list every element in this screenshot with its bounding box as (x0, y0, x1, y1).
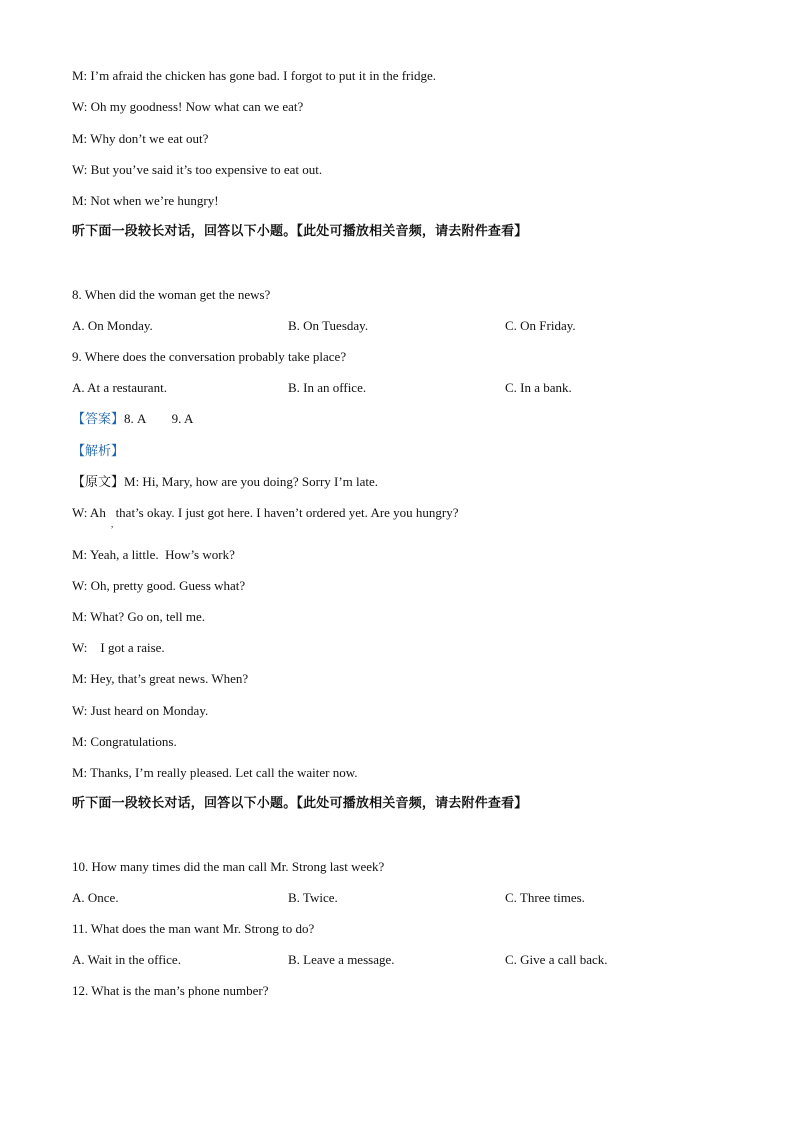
dialogue-line: M: Why don’t we eat out? (72, 131, 209, 146)
q10-option-b: B. Twice. (288, 890, 338, 905)
stray-comma: , (111, 519, 114, 529)
dialogue-line: M: I’m afraid the chicken has gone bad. I forgot to put it in the fridge. (72, 68, 437, 83)
dialogue-line: M: What? Go on, tell me. (72, 609, 205, 624)
q11-option-b: B. Leave a message. (288, 952, 395, 967)
source-label: 【原文】 (72, 475, 125, 490)
q8-option-b: B. On Tuesday. (288, 318, 369, 333)
analysis-label: 【解析】 (72, 444, 125, 459)
answer-values: 8. A 9. A (124, 411, 194, 426)
question-10: 10. How many times did the man call Mr. Strong last week? (72, 859, 385, 874)
dialogue-line: M: Yeah, a little. How’s work? (72, 547, 235, 562)
dialogue-line: W: Just heard on Monday. (72, 703, 209, 718)
dialogue-line: M: Thanks, I’m really pleased. Let call the waiter now. (72, 765, 358, 780)
dialogue-line: W: Oh, pretty good. Guess what? (72, 578, 246, 593)
source-text: M: Hi, Mary, how are you doing? Sorry I’m late. (124, 474, 379, 489)
q8-option-c: C. On Friday. (505, 318, 576, 333)
dialogue-line: M: Hey, that’s great news. When? (72, 671, 249, 686)
question-12: 12. What is the man’s phone number? (72, 983, 269, 998)
dialogue-line: W: Ah that’s okay. I just got here. I haven’t ordered yet. Are you hungry? (72, 505, 459, 520)
audio-instruction: 听下面一段较长对话，回答以下小题。【此处可播放相关音频，请去附件查看】 (72, 224, 528, 239)
dialogue-line: W: But you’ve said it’s too expensive to eat out. (72, 162, 323, 177)
q10-option-a: A. Once. (72, 890, 119, 905)
dialogue-line: W: Oh my goodness! Now what can we eat? (72, 99, 304, 114)
dialogue-line: W: I got a raise. (72, 640, 165, 655)
q9-option-a: A. At a restaurant. (72, 380, 167, 395)
analysis-line (72, 443, 124, 460)
q9-option-b: B. In an office. (288, 380, 367, 395)
q10-option-c: C. Three times. (505, 890, 585, 905)
q8-option-a: A. On Monday. (72, 318, 153, 333)
q9-option-c: C. In a bank. (505, 380, 572, 395)
question-11: 11. What does the man want Mr. Strong to do? (72, 921, 315, 936)
q11-option-a: A. Wait in the office. (72, 952, 181, 967)
source-line (72, 474, 378, 491)
dialogue-line: M: Congratulations. (72, 734, 177, 749)
answer-label: 【答案】 (72, 412, 125, 427)
audio-instruction: 听下面一段较长对话，回答以下小题。【此处可播放相关音频，请去附件查看】 (72, 796, 528, 811)
dialogue-line: M: Not when we’re hungry! (72, 193, 219, 208)
q11-option-c: C. Give a call back. (505, 952, 608, 967)
question-8: 8. When did the woman get the news? (72, 287, 271, 302)
answer-line (72, 411, 193, 428)
question-9: 9. Where does the conversation probably take place? (72, 349, 347, 364)
